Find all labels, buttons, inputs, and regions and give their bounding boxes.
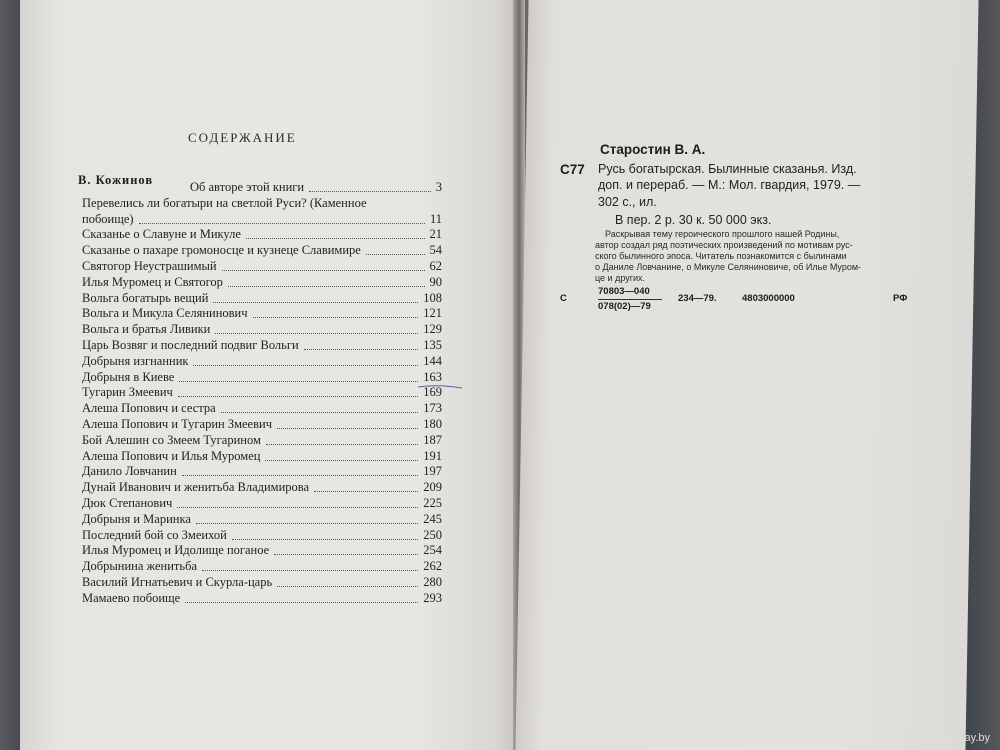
- toc-leader-dots: [277, 575, 418, 587]
- toc-entry-page: 254: [423, 543, 442, 558]
- catalog-line-3: 302 с., ил.: [598, 195, 657, 209]
- toc-leader-dots: [193, 354, 418, 366]
- toc-leader-dots: [265, 449, 418, 461]
- toc-entry-title: Вольга и братья Ливики: [82, 322, 211, 337]
- toc-entry-title: Перевелись ли богатыри на светлой Руси? (Каменное: [82, 195, 367, 210]
- toc-entry-page: 62: [429, 259, 442, 273]
- toc-entry-title: Добрыня в Киеве: [82, 369, 175, 384]
- toc-entry-page: 121: [423, 306, 442, 321]
- toc-entry-title: Илья Муромец и Идолище поганое: [82, 543, 270, 558]
- toc-entry: [82, 480, 442, 495]
- toc-entry-title: Алеша Попович и Тугарин Змеевич: [82, 417, 272, 431]
- toc-entry: [190, 180, 442, 195]
- index-letter: С: [560, 293, 567, 304]
- toc-author: В. Кожинов: [78, 173, 154, 187]
- toc-entry-title: Дюк Степанович: [82, 496, 173, 510]
- toc-entry-title: Царь Возвяг и последний подвиг Вольги: [82, 338, 299, 352]
- toc-entry: [82, 322, 442, 337]
- toc-entry: [82, 417, 442, 432]
- toc-entry-title: Вольга богатырь вещий: [82, 290, 209, 305]
- toc-leader-dots: [228, 275, 425, 287]
- toc-entry-page: 262: [423, 559, 442, 574]
- toc-entry-page: 180: [423, 417, 442, 431]
- toc-entry: [82, 338, 442, 353]
- catalog-line-1: Русь богатырская. Былинные сказанья. Изд.: [598, 162, 857, 176]
- toc-entry-page: 129: [423, 322, 442, 337]
- toc-entry-page: 191: [423, 448, 442, 463]
- index-top: 70803—040: [598, 286, 650, 297]
- toc-entry-page: 187: [423, 432, 442, 447]
- toc-leader-dots: [266, 433, 418, 445]
- toc-entry: [82, 575, 442, 590]
- toc-leader-dots: [215, 322, 418, 334]
- toc-leader-dots: [185, 591, 418, 603]
- toc-entry-page: 90: [429, 274, 442, 289]
- toc-leader-dots: [213, 291, 418, 303]
- toc-entry: [82, 464, 442, 479]
- toc-entry-page: 280: [423, 575, 442, 589]
- toc-leader-dots: [222, 259, 425, 271]
- watermark: www.ay.by: [938, 732, 990, 744]
- toc-entry: [82, 275, 442, 290]
- toc-leader-dots: [179, 370, 418, 382]
- toc-entry-title: Вольга и Микула Селянинович: [82, 306, 248, 321]
- toc-entry-title: Алеша Попович и сестра: [82, 401, 216, 416]
- toc-leader-dots: [221, 401, 419, 413]
- toc-entry: [82, 306, 442, 321]
- toc-entry-page: 135: [423, 338, 442, 352]
- right-page: [515, 0, 978, 750]
- toc-entry: [82, 370, 442, 385]
- toc-entry-title: Добрыня и Маринка: [82, 511, 191, 526]
- index-middle: 234—79.: [678, 293, 717, 304]
- toc-entry-page: 173: [423, 401, 442, 416]
- toc-entry: [82, 227, 442, 242]
- index-number: 4803000000: [742, 293, 795, 304]
- toc-entry-page: 209: [423, 480, 442, 495]
- toc-entry: [82, 243, 442, 258]
- annotation-line-1: Раскрывая тему героического прошлого нашей Родины,: [605, 229, 840, 239]
- toc-entry-title: Добрыня изгнанник: [82, 353, 189, 368]
- toc-entry: [82, 543, 442, 558]
- toc-entry-page: 54: [429, 243, 442, 258]
- toc-entry-page: 11: [429, 211, 442, 226]
- index-rule: [598, 299, 662, 300]
- toc-entry: [82, 385, 442, 400]
- toc-leader-dots: [178, 385, 418, 397]
- annotation-line-3: ского былинного эпоса. Читатель познакомится с былинами: [595, 251, 847, 261]
- annotation-line-4: о Даниле Ловчанине, о Микуле Селяниновиче, об Илье Муром-: [595, 262, 862, 272]
- toc-entry-page: 169: [423, 385, 442, 400]
- catalog-line-2: доп. и перераб. — М.: Мол. гвардия, 1979. —: [598, 178, 861, 192]
- toc-entry-page: 108: [423, 290, 442, 305]
- toc-leader-dots: [314, 480, 418, 492]
- toc-entry-title: Бой Алешин со Змеем Тугарином: [82, 432, 261, 447]
- toc-entry-title: Об авторе этой книги: [190, 180, 305, 194]
- index-bottom: 078(02)—79: [598, 301, 651, 312]
- toc-entry: [82, 512, 442, 527]
- toc-entry-page: 163: [423, 369, 442, 384]
- toc-entry-title: Добрынина женитьба: [82, 559, 197, 574]
- toc-entry-title: Сказанье о Славуне и Микуле: [82, 227, 241, 242]
- toc-heading: СОДЕРЖАНИЕ: [188, 130, 297, 145]
- toc-entry: [82, 259, 442, 274]
- toc-entry: [82, 212, 442, 227]
- annotation-line-2: автор создал ряд поэтических произведений по мотивам рус-: [595, 240, 853, 250]
- toc-entry-page: 293: [423, 590, 442, 605]
- toc-leader-dots: [309, 180, 431, 192]
- toc-entry: [82, 433, 442, 448]
- toc-entry: [82, 291, 442, 306]
- toc-entry-title: Тугарин Змеевич: [82, 385, 173, 400]
- toc-leader-dots: [274, 543, 418, 555]
- toc-leader-dots: [277, 417, 418, 429]
- toc-entry: [82, 559, 442, 574]
- toc-entry: [82, 528, 442, 543]
- toc-entry-title: Дунай Иванович и женитьба Владимирова: [82, 480, 310, 495]
- toc-leader-dots: [182, 464, 418, 476]
- catalog-author: Старостин В. А.: [600, 142, 706, 157]
- toc-entry-title: Илья Муромец и Святогор: [82, 274, 223, 289]
- toc-entry-page: 225: [423, 496, 442, 510]
- toc-leader-dots: [232, 528, 418, 540]
- index-code: РФ: [893, 293, 908, 304]
- toc-leader-dots: [196, 512, 418, 524]
- toc-entry-title: Алеша Попович и Илья Муромец: [82, 448, 261, 463]
- toc-entry-title: побоище): [82, 211, 134, 226]
- toc-entry-page: 250: [423, 527, 442, 542]
- pen-mark: [418, 382, 462, 390]
- toc-leader-dots: [246, 227, 425, 239]
- toc-leader-dots: [304, 338, 419, 350]
- catalog-code: С77: [560, 162, 585, 177]
- toc-entry: [82, 591, 442, 606]
- toc-entry-page: 144: [423, 353, 442, 368]
- toc-entry-title: Мамаево побоище: [82, 590, 181, 605]
- toc-entry: [82, 496, 442, 511]
- toc-entry: [82, 449, 442, 464]
- toc-entry: [82, 401, 442, 416]
- toc-leader-dots: [202, 559, 418, 571]
- toc-entry-title: Последний бой со Змеихой: [82, 527, 227, 542]
- toc-leader-dots: [253, 306, 419, 318]
- toc-entry-title: Василий Игнатьевич и Скурла-царь: [82, 575, 273, 589]
- toc-leader-dots: [139, 212, 425, 224]
- toc-entry-title: Святогор Неустрашимый: [82, 259, 217, 273]
- toc-entry-title: Данило Ловчанин: [82, 464, 177, 479]
- toc-entry-page: 21: [429, 227, 442, 242]
- toc-entry-title: Сказанье о пахаре громоносце и кузнеце Славимире: [82, 243, 361, 258]
- toc-entry-page: 3: [435, 180, 442, 194]
- toc-entry: [82, 354, 442, 369]
- toc-entry: [82, 196, 442, 211]
- annotation-line-5: це и других.: [595, 273, 646, 283]
- toc-leader-dots: [366, 243, 425, 255]
- toc-entry-page: 197: [423, 464, 442, 479]
- catalog-line-4: В пер. 2 р. 30 к. 50 000 экз.: [615, 213, 772, 227]
- toc-leader-dots: [177, 496, 418, 508]
- toc-entry-page: 245: [423, 511, 442, 526]
